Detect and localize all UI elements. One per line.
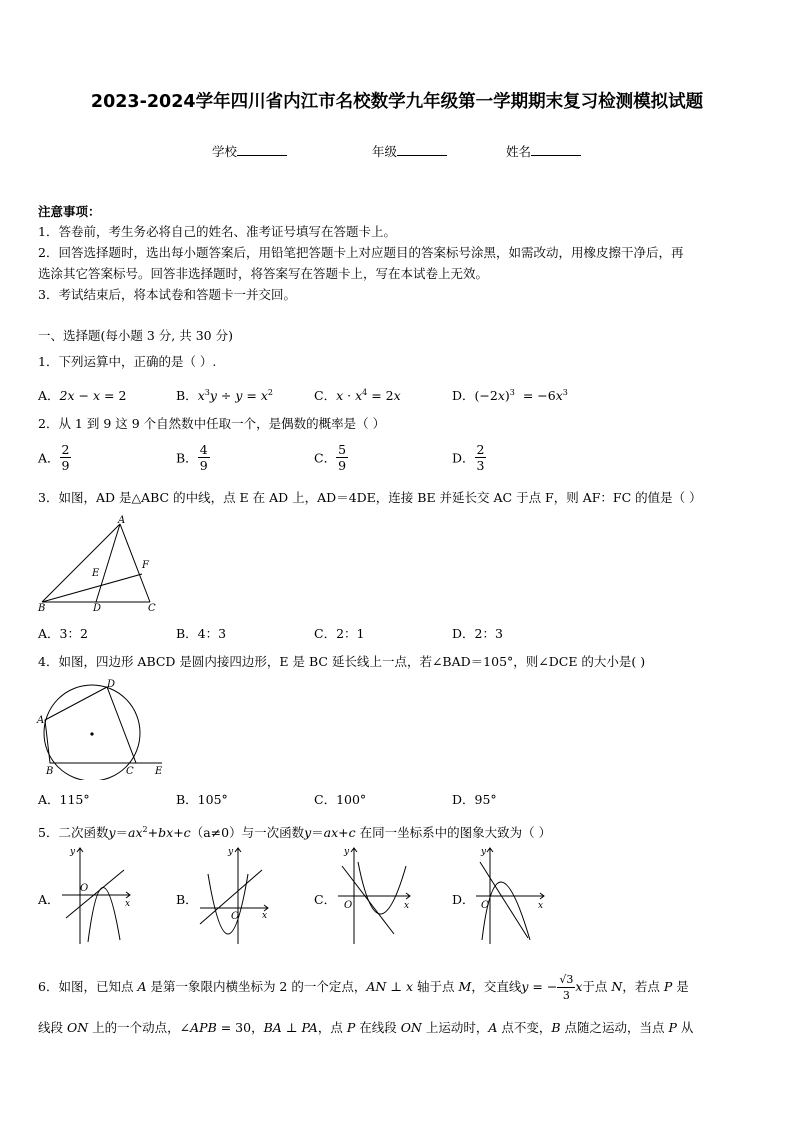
q4-circle-figure: [34, 678, 168, 780]
q1-stem: 1．下列运算中，正确的是（ ）.: [38, 354, 217, 369]
note-1: 1．答卷前，考生务必将自己的姓名、准考证号填写在答题卡上。: [38, 224, 396, 239]
name-blank[interactable]: [531, 144, 581, 156]
svg-text:x: x: [262, 911, 268, 921]
q3-option-a[interactable]: A．3：2: [38, 626, 88, 641]
q6-line2: 线段 ON 上的一个动点，∠APB = 30，BA ⊥ PA，点 P 在线段 ON 上运动时，A 点不变，B 点随之运动，当点 P 从: [38, 1020, 694, 1035]
q3-option-b[interactable]: B．4：3: [176, 626, 227, 641]
note-3: 3．考试结束后，将本试卷和答题卡一并交回。: [38, 287, 296, 302]
name-label: 姓名: [506, 144, 532, 159]
svg-text:A: A: [118, 515, 126, 526]
svg-text:y: y: [481, 847, 487, 857]
svg-text:E: E: [155, 766, 163, 777]
q5-graph-a[interactable]: [58, 844, 138, 948]
grade-label: 年级: [372, 144, 398, 159]
q2-option-b[interactable]: B． $\frac{4}{9}$: [176, 442, 208, 473]
q5-graph-d[interactable]: [472, 844, 552, 948]
svg-text:O: O: [231, 911, 240, 922]
q5-label-a[interactable]: A．: [38, 892, 60, 907]
q4-stem: 4．如图，四边形 ABCD 是圆内接四边形，E 是 BC 延长线上一点，若∠BAD＝105°，则∠DCE 的大小是( ): [38, 654, 646, 669]
notes-heading: 注意事项：: [38, 204, 101, 219]
svg-text:x: x: [404, 901, 410, 911]
svg-text:B: B: [46, 766, 54, 777]
svg-text:x: x: [538, 901, 544, 911]
q1-option-b[interactable]: B．$x^3y \div y = x^2$: [176, 388, 273, 403]
school-label: 学校: [212, 144, 238, 159]
svg-text:B: B: [38, 603, 46, 614]
svg-text:y: y: [344, 847, 350, 857]
grade-field: [372, 142, 447, 160]
q2-option-d[interactable]: D． $\frac{2}{3}$: [452, 442, 485, 473]
svg-text:O: O: [80, 883, 89, 894]
svg-text:E: E: [92, 568, 100, 579]
grade-blank[interactable]: [397, 144, 447, 156]
svg-text:D: D: [107, 679, 116, 690]
q3-stem: 3．如图，AD 是△ABC 的中线，点 E 在 AD 上，AD＝4DE，连接 BE 并延长交 AC 于点 F，则 AF：FC 的值是（ ）: [38, 490, 702, 505]
svg-text:y: y: [70, 847, 76, 857]
name-field: [506, 142, 581, 160]
q4-option-b[interactable]: B．105°: [176, 792, 228, 807]
q4-option-a[interactable]: A．115°: [38, 792, 90, 807]
q5-label-b[interactable]: B．: [176, 892, 198, 907]
note-2-cont: 选涂其它答案标号。回答非选择题时，将答案写在答题卡上，写在本试卷上无效。: [38, 266, 489, 281]
q6-line1: 6．如图，已知点 A 是第一象限内横坐标为 2 的一个定点，AN ⊥ x 轴于点 M，交直线y = − $\frac{√3}{3}$ x于点 N，若点 P 是: [38, 973, 689, 1002]
svg-text:y: y: [228, 847, 234, 857]
svg-text:x: x: [125, 899, 131, 909]
q5-graph-c[interactable]: [334, 844, 414, 948]
q5-graph-b[interactable]: [196, 844, 276, 948]
svg-text:C: C: [126, 766, 134, 777]
q3-option-c[interactable]: C．2：1: [314, 626, 365, 641]
section-heading: 一、选择题(每小题 3 分, 共 30 分): [38, 328, 233, 343]
school-blank[interactable]: [237, 144, 287, 156]
note-2: 2．回答选择题时，选出每小题答案后，用铅笔把答题卡上对应题目的答案标号涂黑，如需改动，用橡皮擦干净后，再: [38, 245, 684, 260]
q1-option-a[interactable]: A．2x − x = 2: [38, 388, 127, 403]
q2-option-a[interactable]: A． $\frac{2}{9}$: [38, 442, 70, 473]
q5-stem: 5．二次函数$y=ax^2+bx+c(a\ne 0)$与一次函数y＝ax+c 在同一坐标系中的图象大致为（ ）: [38, 825, 552, 840]
svg-text:F: F: [142, 560, 149, 571]
svg-text:O: O: [481, 900, 490, 911]
q2-option-c[interactable]: C． $\frac{5}{9}$: [314, 442, 347, 473]
q5-label-d[interactable]: D．: [452, 892, 475, 907]
svg-text:A: A: [37, 715, 45, 726]
q1-option-d[interactable]: D．$(-2x)^3 = -6x^3$: [452, 388, 568, 403]
q2-stem: 2．从 1 到 9 这 9 个自然数中任取一个，是偶数的概率是（ ）: [38, 416, 386, 431]
q4-option-d[interactable]: D．95°: [452, 792, 497, 807]
svg-text:C: C: [148, 603, 156, 614]
q3-option-d[interactable]: D．2：3: [452, 626, 503, 641]
q4-option-c[interactable]: C．100°: [314, 792, 367, 807]
svg-text:O: O: [344, 900, 353, 911]
q1-option-c[interactable]: C．$x \cdot x^4 = 2x$: [314, 388, 401, 403]
q5-label-c[interactable]: C．: [314, 892, 337, 907]
svg-text:D: D: [93, 603, 102, 614]
page-title: 2023-2024学年四川省内江市名校数学九年级第一学期期末复习检测模拟试题: [90, 92, 704, 112]
school-field: [212, 142, 287, 160]
q3-triangle-figure: [36, 512, 166, 614]
